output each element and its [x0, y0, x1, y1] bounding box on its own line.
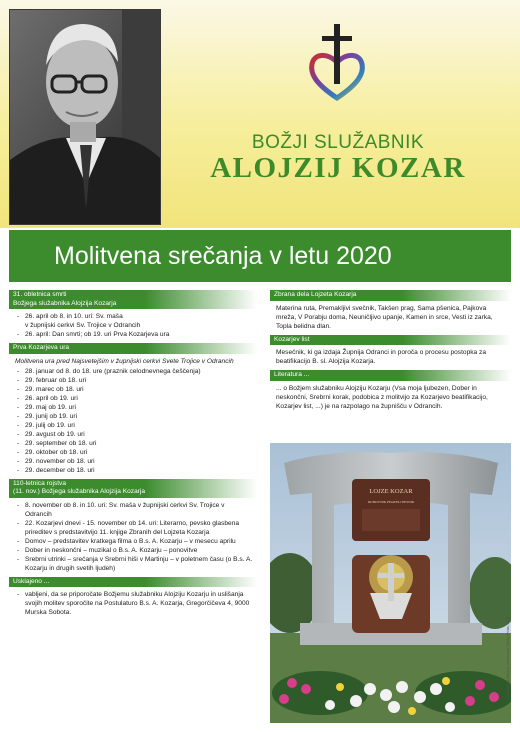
section-header-literature: [270, 370, 511, 381]
section-header-anniversary: [9, 290, 257, 309]
section-title: Usklajeno ...: [13, 577, 50, 585]
list-item: - 22. Kozarjevi dnevi - 15. november ob 14. uri: Literarno, pevsko glasbena prireditev s predstavitvijo 11. knjige Zbranih del Lojzeta Kozarja: [15, 519, 253, 537]
list-item: - 26. april ob 19. uri: [15, 394, 253, 403]
section-title: 110-letnica rojstva (11. nov.) Božjega služabnika Alojzija Kozarja: [13, 479, 146, 495]
right-column: [270, 290, 511, 415]
portrait-photo: [9, 9, 161, 225]
section-text: Materina ruta, Premakljivi svečnik, Takšen prag, Sama pšenica, Pajkova mreža, V Porabju doma, Neuničljivo upanje, Kamen in srce, Vesti iz zarka, Topla belidna dlan.: [276, 304, 493, 330]
photo-credit: foto: Župnija Odranci; oblikovanje: Studio Prima, 2020: [506, 617, 510, 699]
list-item: - 29. februar ob 18. uri: [15, 376, 253, 385]
section-anniversary: [9, 312, 257, 339]
section-birth-anniversary: [9, 501, 257, 573]
cross-heart-logo: [306, 22, 368, 104]
left-column: [9, 290, 257, 621]
list-item: - 29. december ob 18. uri: [15, 466, 253, 475]
section-header-collected-works: [270, 290, 511, 301]
section-kozar-hour: [9, 357, 257, 475]
section-title: Prva Kozarjeva ura: [13, 344, 70, 351]
list-item: - 29. november ob 18. uri: [15, 457, 253, 466]
year-banner: Molitvena srečanja v letu 2020: [9, 230, 511, 282]
list-item: - Srebrni utrinki – srečanja v Srebrni hiši v Martinju – v poletnem času (o B.s. A. Kozarju in drugih svetih ljudeh): [15, 555, 253, 573]
section-text: ... o Božjem služabniku Alojziju Kozarju (Vsa moja ljubezen, Dober in neskončni, Srebrni korak, podobica z molitvijo za Kozarjevo beatifikacijo, Kozarjev list, ...) je na razpolago na župnišču v Odrancih.: [276, 384, 488, 410]
section-collected-works: [270, 304, 511, 331]
subtitle: BOŽJI SLUŽABNIK: [251, 132, 425, 153]
section-title: 31. obletnica smrti Božjega služabnika Alojzija Kozarja: [13, 291, 117, 307]
section-literature: [270, 384, 511, 411]
list-item: - Domov – predstavitev kratkega filma o B.s. A. Kozarju – v mesecu aprilu: [15, 537, 253, 546]
list-item: - 29. avgust ob 19. uri: [15, 430, 253, 439]
monument-photo: [270, 443, 511, 723]
plaque-line: DUHOVNIK PISATELJ PESNIK: [367, 500, 415, 504]
list-item: - 29. maj ob 19. uri: [15, 403, 253, 412]
list-item: - 29. oktober ob 18. uri: [15, 448, 253, 457]
section-title: Kozarjev list: [274, 335, 310, 343]
section-title: Zbrana dela Lojzeta Kozarja: [274, 291, 357, 298]
list-item: - 29. september ob 18. uri: [15, 439, 253, 448]
hero-header: [0, 0, 520, 228]
list-item: - 29. marec ob 18. uri: [15, 385, 253, 394]
page-title: ALOJZIJ KOZAR: [210, 152, 466, 184]
section-title: Literatura ...: [274, 371, 310, 378]
section-header-birth-anniversary: [9, 479, 257, 498]
section-header-kozar-newsletter: [270, 335, 511, 346]
section-text: Mesečnik, ki ga izdaja Župnija Odranci in poroča o procesu postopka za beatifikacijo B. sl. Alojzija Kozarja.: [276, 349, 487, 365]
section-kozar-newsletter: [270, 348, 511, 366]
list-item: - 8. november ob 8. in 10. uri: Sv. maša v župnijski cerkvi Sv. Trojice v Odrancih: [15, 501, 253, 519]
list-item: - 26. april ob 8. in 10. uri: Sv. maša v župnijski cerkvi Sv. Trojice v Odrancih: [15, 312, 253, 330]
section-intro: Molitvena ura pred Najsvetejšim v župnijski cerkvi Svete Trojice v Odrancih: [15, 357, 234, 365]
list-item: - 26. april: Dan smrti; ob 19. uri Prva Kozarjeva ura: [15, 330, 253, 339]
list-item: - 29. junij ob 19. uri: [15, 412, 253, 421]
list-item: - 28. januar od 8. do 18. ure (praznik celodnevnega češčenja): [15, 367, 253, 376]
list-item: - 29. julij ob 19. uri: [15, 421, 253, 430]
section-header-answered: [9, 577, 257, 588]
list-item: - vabljeni, da se priporočate Božjemu služabniku Alojziju Kozarju in uslišanja svojih molitev sporočite na Postulaturo B.s. A. Kozarja, Gregorčičeva 4, 9000 Murska Sobota.: [15, 590, 253, 617]
plaque-name: LOJZE KOZAR: [369, 488, 413, 495]
section-answered: [9, 590, 257, 617]
list-item: - Dober in neskončni – muzikal o B.s. A. Kozarju – ponovitve: [15, 546, 253, 555]
section-header-kozar-hour: [9, 343, 257, 354]
